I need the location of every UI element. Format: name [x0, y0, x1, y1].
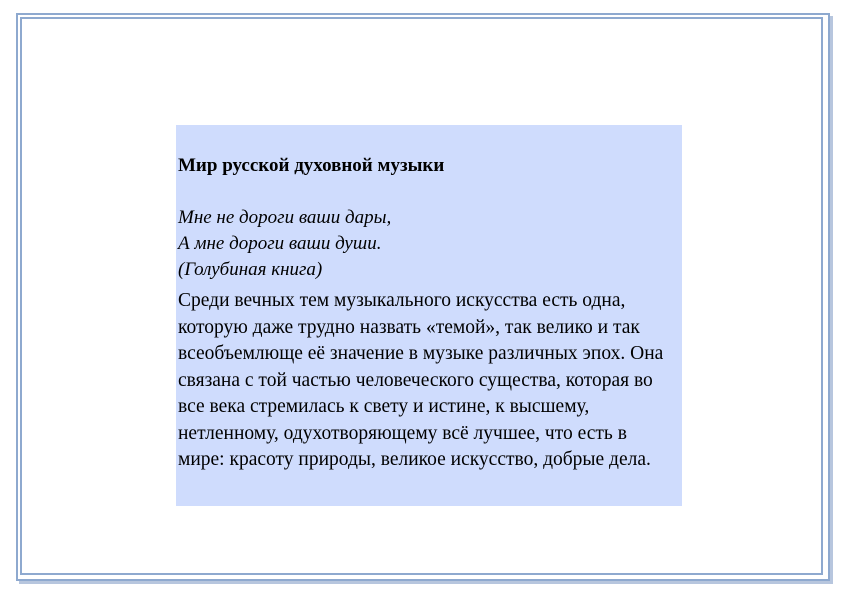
epigraph-line-1: Мне не дороги ваши дары,: [178, 207, 392, 228]
text-box: [176, 125, 682, 506]
epigraph: [178, 205, 680, 283]
epigraph-source: (Голубиная книга): [178, 259, 323, 280]
body-paragraph: Среди вечных тем музыкального искусства есть одна, которую даже трудно назвать «темой», так велико и так всеобъемлюще её значение в музыке различных эпох. Она связана с той частью человеческого существа, которая во все века стремилась к свету и истине, к высшему, нетленному, одухотворяющему всё лучшее, что есть в мире: красоту природы, великое искусство, добрые дела.: [178, 290, 664, 470]
slide-title: Мир русской духовной музыки: [178, 155, 445, 176]
epigraph-line-2: А мне дороги ваши души.: [178, 233, 382, 254]
